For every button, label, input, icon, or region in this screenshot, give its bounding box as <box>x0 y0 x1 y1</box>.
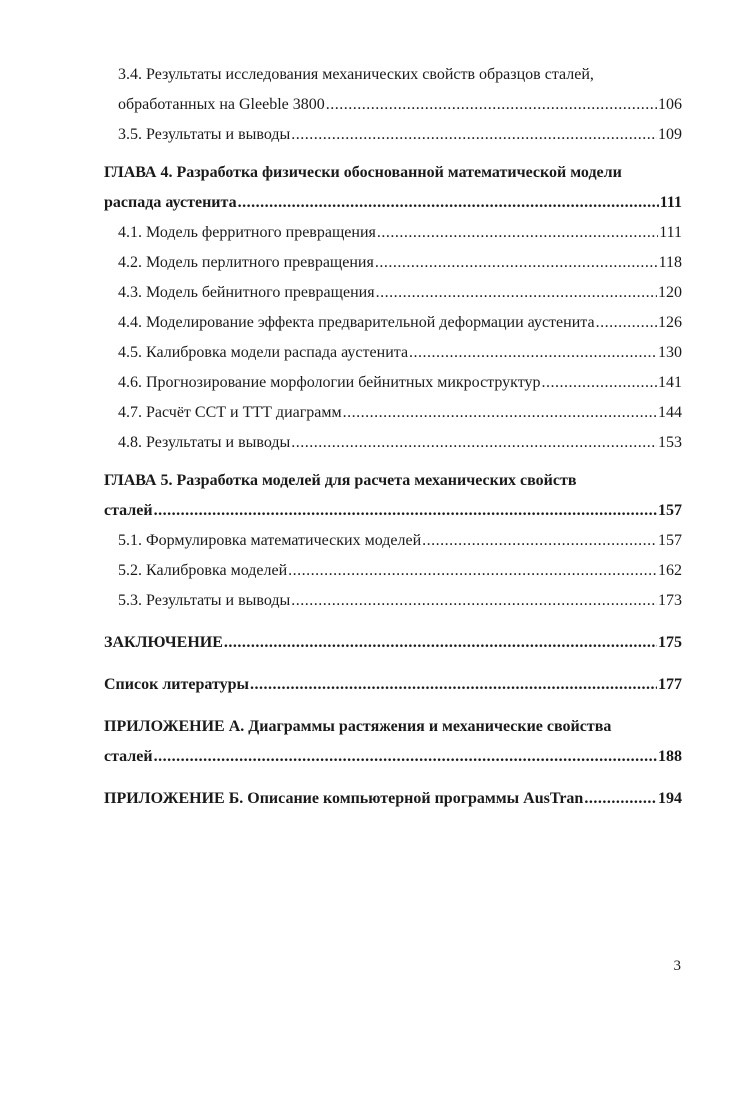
toc-chapter-5-line1 <box>104 466 682 496</box>
dot-leader <box>409 338 657 368</box>
toc-entry-text: обработанных на Gleeble 3800 <box>118 96 325 113</box>
toc-chapter-text: сталей <box>104 748 153 765</box>
toc-page-number: 118 <box>658 254 682 271</box>
toc-chapter-5 <box>104 496 682 526</box>
toc-page-number: 111 <box>659 194 682 211</box>
dot-leader <box>154 742 657 772</box>
toc-page-number: 194 <box>658 790 682 807</box>
toc-page-number: 141 <box>658 374 682 391</box>
toc-appendix-a <box>104 742 682 772</box>
dot-leader <box>375 248 658 278</box>
toc-chapter-text: ПРИЛОЖЕНИЕ Б. Описание компьютерной программы AusTran <box>104 790 584 807</box>
toc-entry-4-3 <box>104 278 682 308</box>
toc-entry-text: 4.4. Моделирование эффекта предварительной деформации аустенита <box>118 314 595 331</box>
toc-entry-text: 5.3. Результаты и выводы <box>118 592 291 609</box>
toc-page-number: 126 <box>658 314 682 331</box>
toc-chapter-text: ЗАКЛЮЧЕНИЕ <box>104 634 223 651</box>
toc-chapter-text: распада аустенита <box>104 194 237 211</box>
toc-page-number: 130 <box>658 344 682 361</box>
toc-page-number: 111 <box>659 224 682 241</box>
toc-page-number: 162 <box>658 562 682 579</box>
toc-entry-text: 5.1. Формулировка математических моделей <box>118 532 422 549</box>
dot-leader <box>224 628 657 658</box>
toc-entry-4-6 <box>104 368 682 398</box>
dot-leader <box>596 308 657 338</box>
dot-leader <box>238 188 659 218</box>
dot-leader <box>584 784 657 814</box>
toc-chapter-text: Список литературы <box>104 676 249 693</box>
dot-leader <box>288 556 657 586</box>
toc-chapter-text: ГЛАВА 4. Разработка физически обоснованной математической модели <box>104 164 622 181</box>
toc-entry-5-2 <box>104 556 682 586</box>
toc-entry-text: 4.8. Результаты и выводы <box>118 434 291 451</box>
toc-entry-5-1 <box>104 526 682 556</box>
toc-page-number: 153 <box>658 434 682 451</box>
toc-page-number: 106 <box>658 96 682 113</box>
toc-page-number: 188 <box>658 748 682 765</box>
toc-entry-3-4-line1 <box>104 60 682 90</box>
toc-references <box>104 670 682 700</box>
toc-entry-text: 3.5. Результаты и выводы <box>118 126 291 143</box>
toc-chapter-4-line1 <box>104 158 682 188</box>
toc-appendix-a-line1 <box>104 712 682 742</box>
toc-entry-text: 4.3. Модель бейнитного превращения <box>118 284 375 301</box>
dot-leader <box>250 670 657 700</box>
toc-conclusion <box>104 628 682 658</box>
toc-chapter-text: ГЛАВА 5. Разработка моделей для расчета механических свойств <box>104 472 577 489</box>
toc-entry-4-1 <box>104 218 682 248</box>
toc-chapter-text: сталей <box>104 502 153 519</box>
toc-chapter-text: ПРИЛОЖЕНИЕ А. Диаграммы растяжения и механические свойства <box>104 718 612 735</box>
toc-entry-text: 4.1. Модель ферритного превращения <box>118 224 376 241</box>
dot-leader <box>326 90 657 120</box>
toc-entry-4-4 <box>104 308 682 338</box>
dot-leader <box>291 586 657 616</box>
toc-entry-4-8 <box>104 428 682 458</box>
toc-page-number: 157 <box>658 532 682 549</box>
toc-page-number: 173 <box>658 592 682 609</box>
dot-leader <box>154 496 657 526</box>
page-number: 3 <box>673 958 681 974</box>
toc-entry-text: 4.5. Калибровка модели распада аустенита <box>118 344 409 361</box>
toc-entry-3-4 <box>104 90 682 120</box>
toc-entry-text: 5.2. Калибровка моделей <box>118 562 288 579</box>
toc-chapter-4 <box>104 188 682 218</box>
dot-leader <box>291 120 657 150</box>
dot-leader <box>542 368 658 398</box>
toc-page-number: 109 <box>658 126 682 143</box>
toc-appendix-b <box>104 784 682 814</box>
toc-entry-4-7 <box>104 398 682 428</box>
toc-entry-text: 4.6. Прогнозирование морфологии бейнитных микроструктур <box>118 374 541 391</box>
dot-leader <box>376 278 657 308</box>
toc-entry-text: 4.7. Расчёт ССТ и ТТТ диаграмм <box>118 404 342 421</box>
toc-entry-3-5 <box>104 120 682 150</box>
toc-entry-5-3 <box>104 586 682 616</box>
toc-page-number: 175 <box>658 634 682 651</box>
dot-leader <box>343 398 657 428</box>
toc-entry-4-2 <box>104 248 682 278</box>
toc-entry-text: 3.4. Результаты исследования механических свойств образцов сталей, <box>118 66 594 83</box>
toc-entry-text: 4.2. Модель перлитного превращения <box>118 254 374 271</box>
toc-page-number: 144 <box>658 404 682 421</box>
dot-leader <box>291 428 657 458</box>
dot-leader <box>422 526 657 556</box>
toc-page-number: 120 <box>658 284 682 301</box>
table-of-contents <box>104 60 682 814</box>
toc-page-number: 177 <box>658 676 682 693</box>
dot-leader <box>377 218 658 248</box>
toc-page-number: 157 <box>658 502 682 519</box>
toc-entry-4-5 <box>104 338 682 368</box>
